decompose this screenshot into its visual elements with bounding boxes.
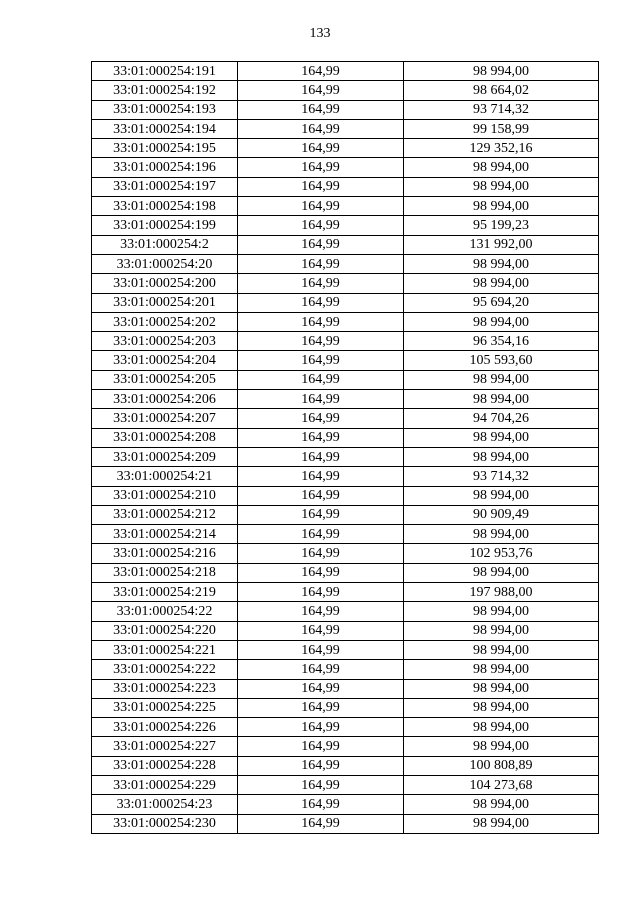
area-cell: 164,99 xyxy=(238,428,404,447)
cadastral-number-cell: 33:01:000254:216 xyxy=(92,544,238,563)
area-cell: 164,99 xyxy=(238,235,404,254)
table-row xyxy=(92,621,599,640)
cadastral-number-cell: 33:01:000254:214 xyxy=(92,525,238,544)
cadastral-number-cell: 33:01:000254:20 xyxy=(92,254,238,273)
cadastral-value-cell: 98 994,00 xyxy=(404,621,599,640)
area-cell: 164,99 xyxy=(238,563,404,582)
table-row xyxy=(92,139,599,158)
table-row xyxy=(92,467,599,486)
area-cell: 164,99 xyxy=(238,100,404,119)
area-cell: 164,99 xyxy=(238,351,404,370)
area-cell: 164,99 xyxy=(238,409,404,428)
table-row xyxy=(92,293,599,312)
cadastral-number-cell: 33:01:000254:21 xyxy=(92,467,238,486)
table-row xyxy=(92,62,599,81)
area-cell: 164,99 xyxy=(238,254,404,273)
cadastral-number-cell: 33:01:000254:226 xyxy=(92,718,238,737)
cadastral-value-cell: 93 714,32 xyxy=(404,467,599,486)
cadastral-value-cell: 98 994,00 xyxy=(404,602,599,621)
area-cell: 164,99 xyxy=(238,525,404,544)
cadastral-number-cell: 33:01:000254:196 xyxy=(92,158,238,177)
cadastral-value-cell: 90 909,49 xyxy=(404,505,599,524)
table-row xyxy=(92,525,599,544)
cadastral-value-cell: 98 994,00 xyxy=(404,197,599,216)
cadastral-value-cell: 98 994,00 xyxy=(404,795,599,814)
table-row xyxy=(92,197,599,216)
cadastral-number-cell: 33:01:000254:195 xyxy=(92,139,238,158)
cadastral-value-table xyxy=(91,61,599,834)
table-row xyxy=(92,119,599,138)
cadastral-number-cell: 33:01:000254:227 xyxy=(92,737,238,756)
cadastral-value-cell: 98 994,00 xyxy=(404,177,599,196)
table-row xyxy=(92,274,599,293)
table-row xyxy=(92,563,599,582)
area-cell: 164,99 xyxy=(238,139,404,158)
cadastral-number-cell: 33:01:000254:204 xyxy=(92,351,238,370)
cadastral-value-cell: 98 994,00 xyxy=(404,737,599,756)
cadastral-value-cell: 98 994,00 xyxy=(404,814,599,833)
cadastral-number-cell: 33:01:000254:212 xyxy=(92,505,238,524)
cadastral-number-cell: 33:01:000254:198 xyxy=(92,197,238,216)
cadastral-value-cell: 102 953,76 xyxy=(404,544,599,563)
area-cell: 164,99 xyxy=(238,274,404,293)
area-cell: 164,99 xyxy=(238,216,404,235)
cadastral-value-cell: 96 354,16 xyxy=(404,332,599,351)
cadastral-number-cell: 33:01:000254:219 xyxy=(92,583,238,602)
cadastral-number-cell: 33:01:000254:2 xyxy=(92,235,238,254)
cadastral-value-cell: 94 704,26 xyxy=(404,409,599,428)
cadastral-number-cell: 33:01:000254:199 xyxy=(92,216,238,235)
area-cell: 164,99 xyxy=(238,81,404,100)
area-cell: 164,99 xyxy=(238,698,404,717)
cadastral-value-cell: 98 994,00 xyxy=(404,370,599,389)
cadastral-value-cell: 98 994,00 xyxy=(404,274,599,293)
area-cell: 164,99 xyxy=(238,370,404,389)
table-row xyxy=(92,795,599,814)
cadastral-value-cell: 98 994,00 xyxy=(404,640,599,659)
table-body xyxy=(92,62,599,834)
cadastral-number-cell: 33:01:000254:201 xyxy=(92,293,238,312)
area-cell: 164,99 xyxy=(238,158,404,177)
cadastral-number-cell: 33:01:000254:202 xyxy=(92,312,238,331)
area-cell: 164,99 xyxy=(238,756,404,775)
area-cell: 164,99 xyxy=(238,467,404,486)
cadastral-number-cell: 33:01:000254:221 xyxy=(92,640,238,659)
cadastral-value-cell: 197 988,00 xyxy=(404,583,599,602)
table-row xyxy=(92,447,599,466)
cadastral-number-cell: 33:01:000254:230 xyxy=(92,814,238,833)
cadastral-number-cell: 33:01:000254:223 xyxy=(92,679,238,698)
cadastral-number-cell: 33:01:000254:208 xyxy=(92,428,238,447)
cadastral-number-cell: 33:01:000254:207 xyxy=(92,409,238,428)
table-row xyxy=(92,544,599,563)
table-row xyxy=(92,698,599,717)
cadastral-number-cell: 33:01:000254:23 xyxy=(92,795,238,814)
table-row xyxy=(92,756,599,775)
area-cell: 164,99 xyxy=(238,775,404,794)
cadastral-value-cell: 129 352,16 xyxy=(404,139,599,158)
cadastral-number-cell: 33:01:000254:203 xyxy=(92,332,238,351)
cadastral-number-cell: 33:01:000254:222 xyxy=(92,660,238,679)
cadastral-value-cell: 99 158,99 xyxy=(404,119,599,138)
table-row xyxy=(92,312,599,331)
cadastral-number-cell: 33:01:000254:210 xyxy=(92,486,238,505)
cadastral-number-cell: 33:01:000254:197 xyxy=(92,177,238,196)
area-cell: 164,99 xyxy=(238,390,404,409)
cadastral-number-cell: 33:01:000254:200 xyxy=(92,274,238,293)
table-row xyxy=(92,775,599,794)
cadastral-value-cell: 98 994,00 xyxy=(404,525,599,544)
cadastral-value-cell: 98 994,00 xyxy=(404,312,599,331)
cadastral-value-cell: 98 994,00 xyxy=(404,718,599,737)
area-cell: 164,99 xyxy=(238,814,404,833)
cadastral-value-cell: 98 994,00 xyxy=(404,62,599,81)
area-cell: 164,99 xyxy=(238,177,404,196)
table-row xyxy=(92,486,599,505)
cadastral-number-cell: 33:01:000254:193 xyxy=(92,100,238,119)
cadastral-value-cell: 98 994,00 xyxy=(404,447,599,466)
cadastral-value-cell: 98 994,00 xyxy=(404,390,599,409)
cadastral-value-cell: 98 994,00 xyxy=(404,254,599,273)
table-row xyxy=(92,737,599,756)
page-number: 133 xyxy=(309,26,331,41)
area-cell: 164,99 xyxy=(238,505,404,524)
table-row xyxy=(92,390,599,409)
cadastral-number-cell: 33:01:000254:228 xyxy=(92,756,238,775)
cadastral-value-cell: 104 273,68 xyxy=(404,775,599,794)
cadastral-number-cell: 33:01:000254:206 xyxy=(92,390,238,409)
area-cell: 164,99 xyxy=(238,312,404,331)
area-cell: 164,99 xyxy=(238,447,404,466)
cadastral-value-cell: 95 694,20 xyxy=(404,293,599,312)
area-cell: 164,99 xyxy=(238,544,404,563)
cadastral-number-cell: 33:01:000254:205 xyxy=(92,370,238,389)
cadastral-value-cell: 105 593,60 xyxy=(404,351,599,370)
table-row xyxy=(92,602,599,621)
table-row xyxy=(92,332,599,351)
area-cell: 164,99 xyxy=(238,737,404,756)
table-row xyxy=(92,177,599,196)
area-cell: 164,99 xyxy=(238,332,404,351)
table-row xyxy=(92,583,599,602)
cadastral-number-cell: 33:01:000254:194 xyxy=(92,119,238,138)
area-cell: 164,99 xyxy=(238,197,404,216)
table-row xyxy=(92,100,599,119)
cadastral-value-cell: 100 808,89 xyxy=(404,756,599,775)
cadastral-value-cell: 95 199,23 xyxy=(404,216,599,235)
area-cell: 164,99 xyxy=(238,293,404,312)
area-cell: 164,99 xyxy=(238,795,404,814)
table-row xyxy=(92,718,599,737)
cadastral-value-cell: 98 664,02 xyxy=(404,81,599,100)
cadastral-number-cell: 33:01:000254:209 xyxy=(92,447,238,466)
area-cell: 164,99 xyxy=(238,679,404,698)
cadastral-number-cell: 33:01:000254:22 xyxy=(92,602,238,621)
table-row xyxy=(92,409,599,428)
area-cell: 164,99 xyxy=(238,718,404,737)
area-cell: 164,99 xyxy=(238,660,404,679)
table-row xyxy=(92,679,599,698)
area-cell: 164,99 xyxy=(238,640,404,659)
table-row xyxy=(92,505,599,524)
cadastral-value-cell: 98 994,00 xyxy=(404,428,599,447)
area-cell: 164,99 xyxy=(238,486,404,505)
table-row xyxy=(92,640,599,659)
cadastral-number-cell: 33:01:000254:218 xyxy=(92,563,238,582)
table-row xyxy=(92,814,599,833)
cadastral-value-cell: 98 994,00 xyxy=(404,679,599,698)
cadastral-number-cell: 33:01:000254:192 xyxy=(92,81,238,100)
cadastral-value-cell: 93 714,32 xyxy=(404,100,599,119)
area-cell: 164,99 xyxy=(238,621,404,640)
table-row xyxy=(92,235,599,254)
cadastral-number-cell: 33:01:000254:191 xyxy=(92,62,238,81)
area-cell: 164,99 xyxy=(238,602,404,621)
cadastral-value-cell: 131 992,00 xyxy=(404,235,599,254)
cadastral-value-cell: 98 994,00 xyxy=(404,698,599,717)
cadastral-value-cell: 98 994,00 xyxy=(404,486,599,505)
table-row xyxy=(92,254,599,273)
cadastral-value-cell: 98 994,00 xyxy=(404,660,599,679)
area-cell: 164,99 xyxy=(238,583,404,602)
area-cell: 164,99 xyxy=(238,119,404,138)
table-row xyxy=(92,660,599,679)
area-cell: 164,99 xyxy=(238,62,404,81)
cadastral-value-cell: 98 994,00 xyxy=(404,563,599,582)
cadastral-number-cell: 33:01:000254:229 xyxy=(92,775,238,794)
cadastral-number-cell: 33:01:000254:225 xyxy=(92,698,238,717)
cadastral-number-cell: 33:01:000254:220 xyxy=(92,621,238,640)
table-row xyxy=(92,216,599,235)
table-row xyxy=(92,81,599,100)
table-row xyxy=(92,370,599,389)
cadastral-value-cell: 98 994,00 xyxy=(404,158,599,177)
table-row xyxy=(92,158,599,177)
table-row xyxy=(92,428,599,447)
table-row xyxy=(92,351,599,370)
